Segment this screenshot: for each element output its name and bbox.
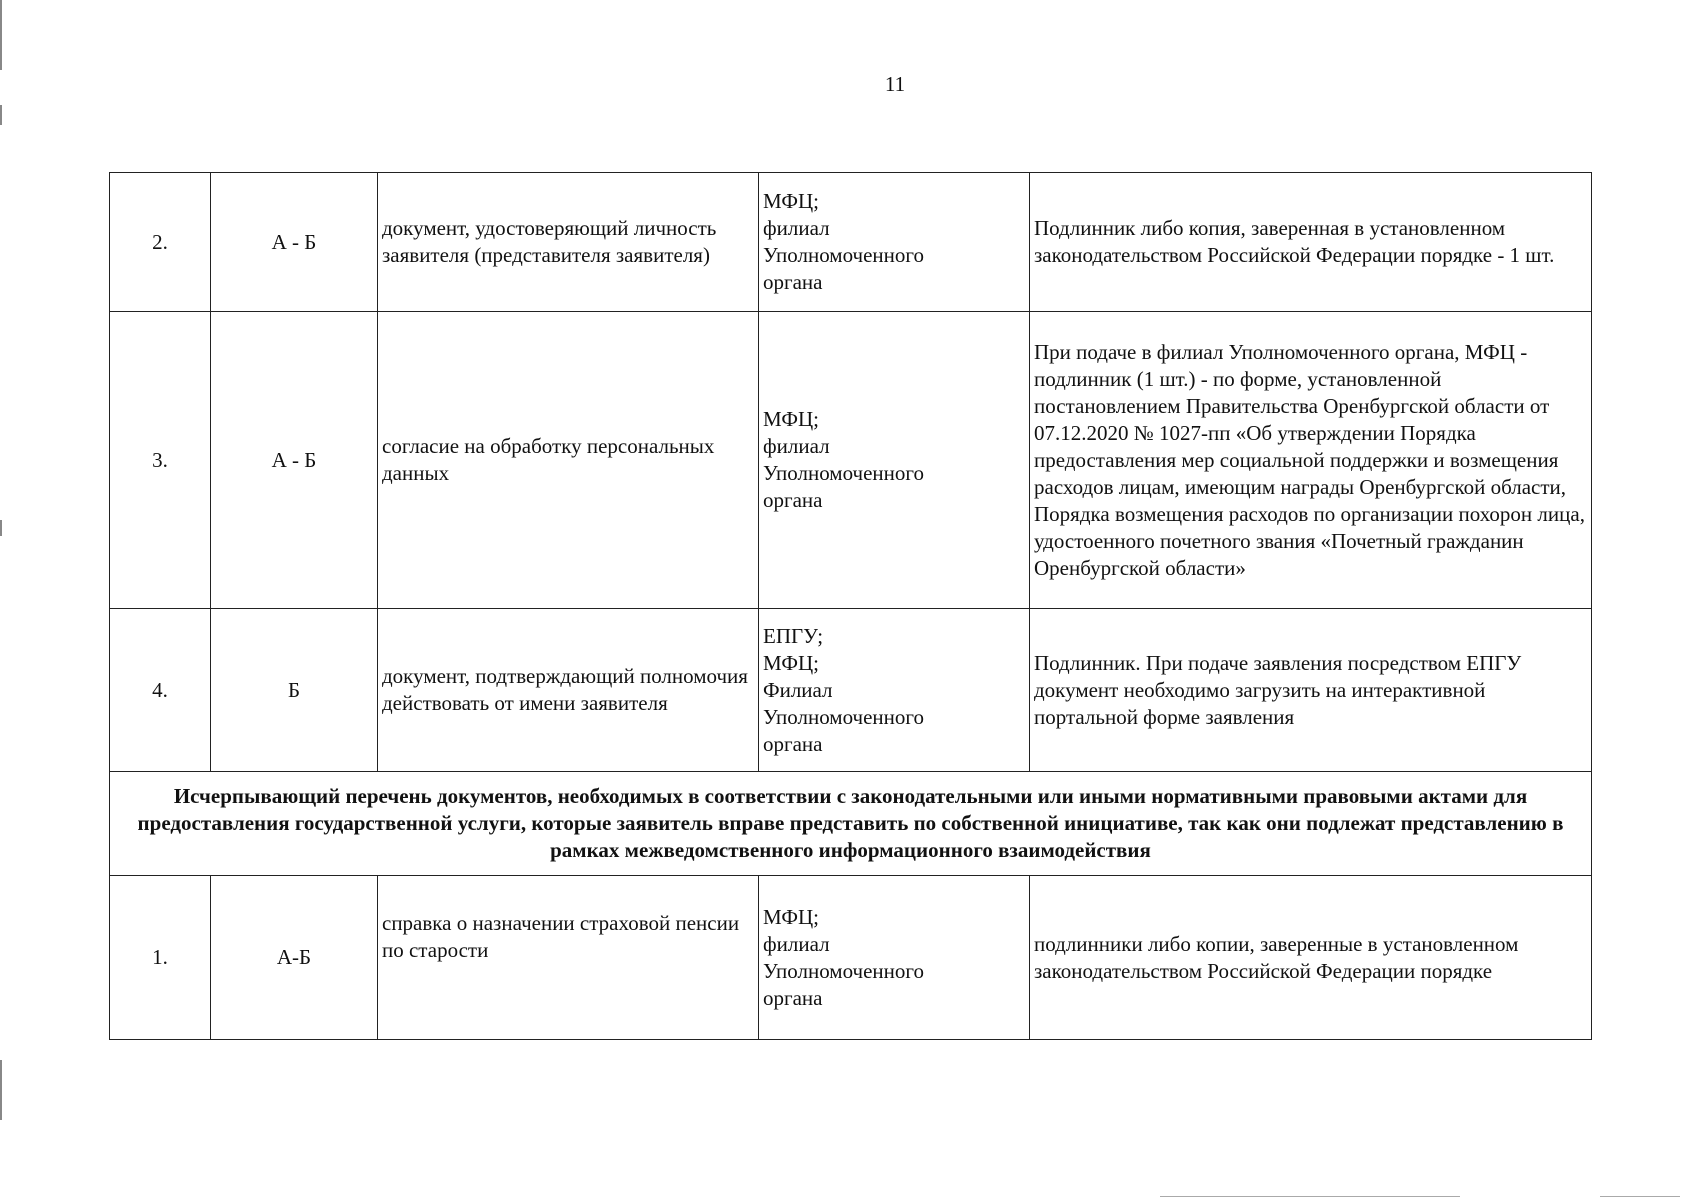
submission-place-line: Уполномоченного <box>763 958 924 983</box>
row-number: 1. <box>110 876 211 1040</box>
submission-place-line: Уполномоченного <box>763 704 924 729</box>
row-number: 2. <box>110 173 211 312</box>
submission-place-line: органа <box>763 985 823 1010</box>
scan-edge-mark <box>0 520 2 536</box>
submission-place <box>759 876 1030 1040</box>
scan-edge-mark <box>0 1060 2 1120</box>
submission-place-line: Уполномоченного <box>763 243 924 267</box>
document-name: согласие на обработку персональных данных <box>378 312 759 609</box>
submission-place-line: органа <box>763 731 823 756</box>
table-row <box>110 876 1592 1040</box>
section-header-row <box>110 772 1592 876</box>
scan-bottom-mark <box>1160 1196 1460 1197</box>
applicant-category: А-Б <box>211 876 378 1040</box>
document-requirements: При подаче в филиал Уполномоченного органа, МФЦ - подлинник (1 шт.) - по форме, установленной постановлением Правительства Оренбургской области от 07.12.2020 № 1027-пп «Об утверждении Порядка предоставления мер социальной поддержки и возмещения расходов лицам, имеющим награды Оренбургской области, Порядка возмещения расходов по организации похорон лица, удостоенного почетного звания «Почетный гражданин Оренбургской области» <box>1030 312 1592 609</box>
submission-place-line: МФЦ; <box>763 904 819 929</box>
submission-place-line: ЕПГУ; <box>763 623 824 648</box>
document-requirements: подлинники либо копии, заверенные в установленном законодательством Российской Федерации порядке <box>1030 876 1592 1040</box>
document-requirements: Подлинник. При подаче заявления посредством ЕПГУ документ необходимо загрузить на интерактивной портальной форме заявления <box>1030 609 1592 772</box>
submission-place-line: МФЦ; <box>763 189 819 213</box>
row-number: 4. <box>110 609 211 772</box>
submission-place-line: Филиал <box>763 677 833 702</box>
table-row <box>110 173 1592 312</box>
table-row <box>110 609 1592 772</box>
applicant-category: А - Б <box>211 312 378 609</box>
document-name: справка о назначении страховой пенсии по старости <box>378 876 759 1040</box>
scan-edge-mark <box>0 0 2 70</box>
scan-edge-mark <box>0 105 2 125</box>
document-name: документ, подтверждающий полномочия действовать от имени заявителя <box>378 609 759 772</box>
submission-place-line: филиал <box>763 216 830 240</box>
submission-place-line: органа <box>763 488 823 512</box>
submission-place <box>759 173 1030 312</box>
submission-place-line: филиал <box>763 931 830 956</box>
submission-place-line: органа <box>763 270 823 294</box>
submission-place-line: МФЦ; <box>763 407 819 431</box>
scan-bottom-mark <box>1600 1196 1680 1197</box>
submission-place-line: Уполномоченного <box>763 461 924 485</box>
document-name: документ, удостоверяющий личность заявителя (представителя заявителя) <box>378 173 759 312</box>
submission-place <box>759 312 1030 609</box>
documents-table <box>109 172 1592 1040</box>
submission-place-line: филиал <box>763 434 830 458</box>
table-row <box>110 312 1592 609</box>
row-number: 3. <box>110 312 211 609</box>
document-requirements: Подлинник либо копия, заверенная в установленном законодательством Российской Федерации порядке - 1 шт. <box>1030 173 1592 312</box>
submission-place-line: МФЦ; <box>763 650 819 675</box>
section-header: Исчерпывающий перечень документов, необходимых в соответствии с законодательными или иными нормативными правовыми актами для предоставления государственной услуги, которые заявитель вправе представить по собственной инициативе, так как они подлежат представлению в рамках межведомственного информационного взаимодействия <box>110 772 1592 876</box>
submission-place <box>759 609 1030 772</box>
documents-table-wrapper <box>109 172 1591 1040</box>
applicant-category: А - Б <box>211 173 378 312</box>
applicant-category: Б <box>211 609 378 772</box>
page-number: 11 <box>884 72 906 96</box>
